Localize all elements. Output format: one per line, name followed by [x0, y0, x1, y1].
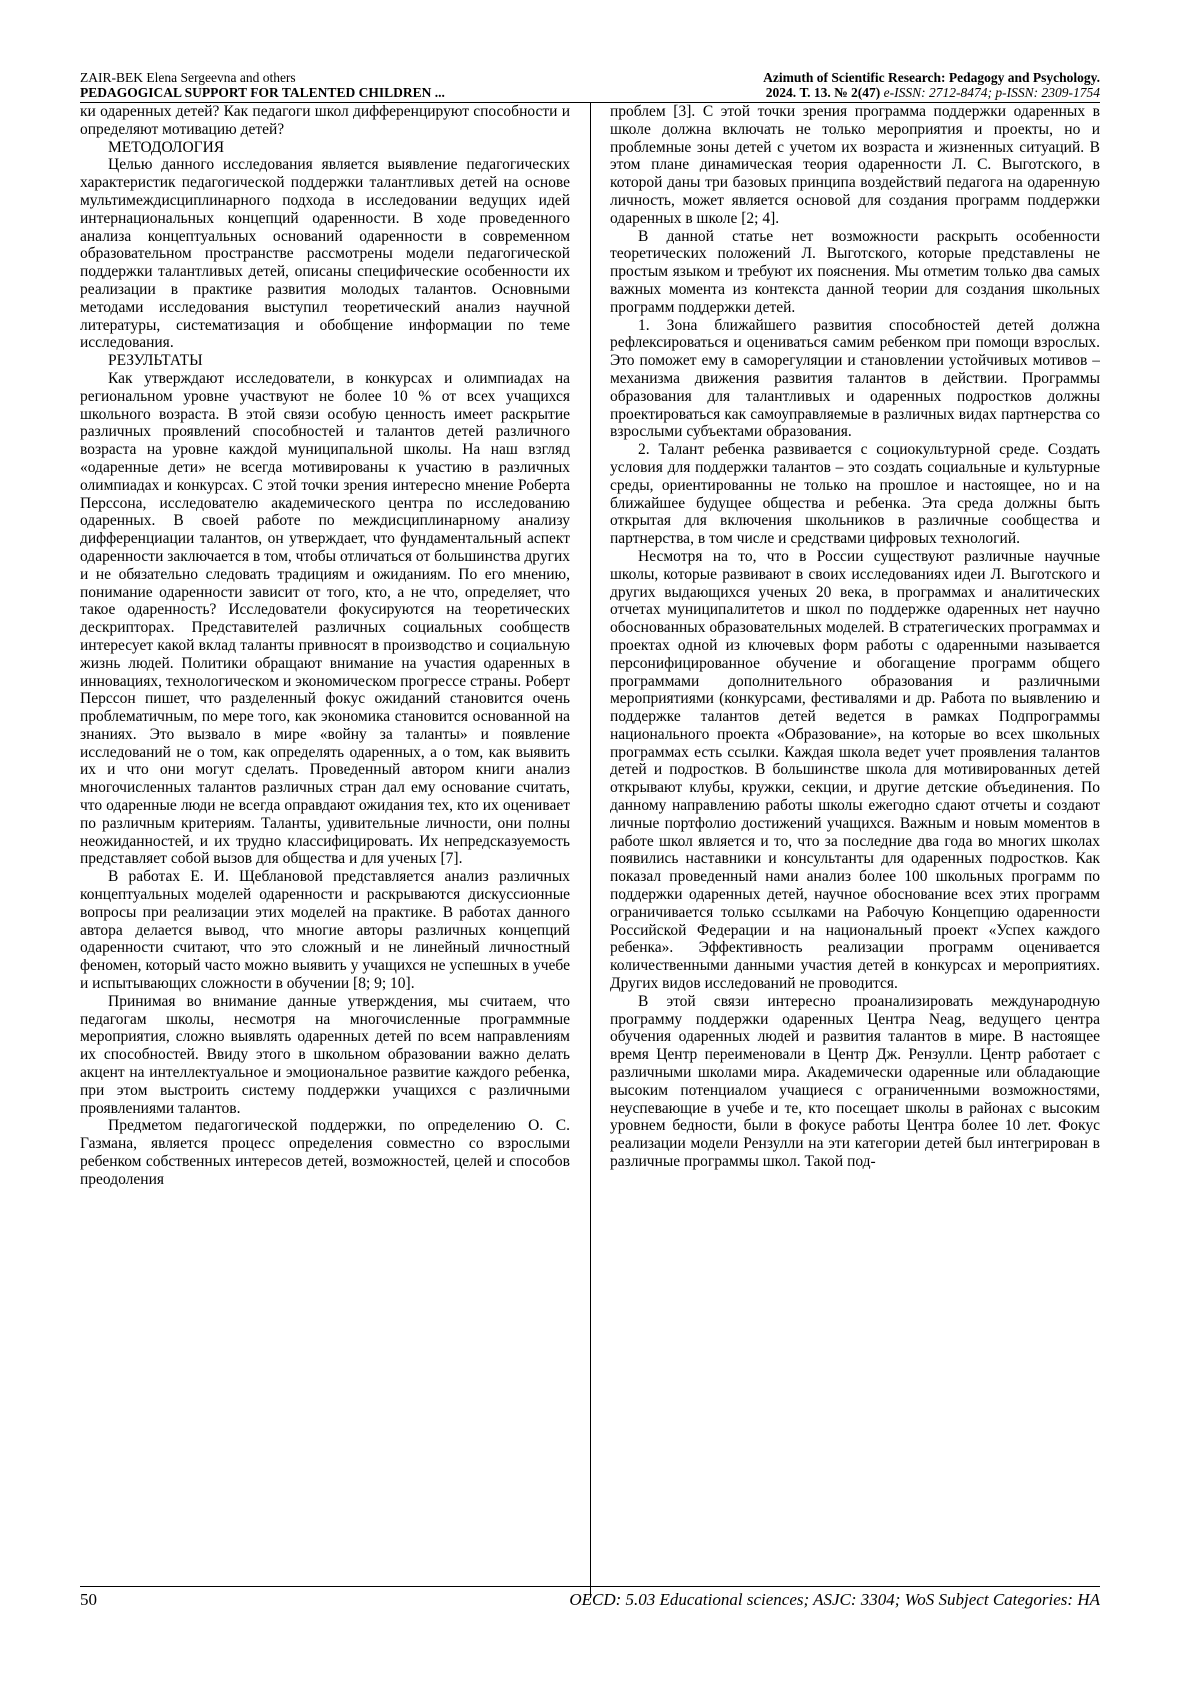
- header-right: [763, 70, 1100, 100]
- article-columns: [80, 103, 1100, 1598]
- left-column: [80, 103, 570, 1598]
- section-heading: МЕТОДОЛОГИЯ: [108, 138, 225, 156]
- header-left: [80, 70, 445, 100]
- continued-paragraph: ки одаренных детей? Как педагоги школ дифференцируют способности и определяют мотивацию детей?: [80, 103, 570, 138]
- body-paragraph: 2. Талант ребенка развивается с социокультурной среде. Создать условия для поддержки талантов – это создать социальные и культурные среды, ориентированны не только на прошлое и настоящее, но и на ближайшее будущее общества и ребенка. Эта среда должны быть открытая для включения школьников в различные сообщества и партнерства, в том числе и средствами цифровых технологий.: [610, 441, 1100, 548]
- body-paragraph: Как утверждают исследователи, в конкурсах и олимпиадах на региональном уровне участвуют не более 10 % от всех учащихся школьного возраста. В этой связи особую ценность имеет раскрытие различных проявлений способностей и талантов детей различного возраста на уровне каждой муниципальной школы. На наш взгляд «одаренные дети» не всегда мотивированы к участию в различных олимпиадах и конкурсах. С этой точки зрения интересно мнение Роберта Перссона, исследователю академического центра по исследованию одаренных. В своей работе по междисциплинарному анализу дифференциации талантов, он утверждает, что фундаментальный аспект одаренности заключается в том, чтобы отличаться от большинства других и не обязательно следовать традициям и ожиданиям. По его мнению, понимание одаренности зависит от того, кто, а не что, определяет, что такое одаренность? Исследователи фокусируются на теоретических дескрипторах. Представителей различных социальных сообществ интересует какой вклад таланты привносят в производство и социальную жизнь людей. Политики обращают внимание на участия одаренных в инновациях, технологическом и экономическом прогрессе страны. Роберт Перссон пишет, что разделенный фокус ожиданий становится очень проблематичным, по мере того, как экономика становится основанной на знаниях. Это вызвало в мире «войну за таланты» и появление исследований не о том, как определять одаренных, а о том, как выявить их и что они могут сделать. Проведенный автором книги анализ многочисленных талантов различных стран дал ему основание считать, что одаренные люди не всегда оправдают ожидания тех, кто их оценивает по различным критериям. Таланты, удивительные личности, они полны неожиданностей, и их трудно классифицировать. Их непредсказуемость представляет собой вызов для общества и для ученых [7].: [80, 369, 570, 868]
- page-footer: [80, 1586, 1100, 1610]
- subject-classification: OECD: 5.03 Educational sciences; ASJC: 3304; WoS Subject Categories: HA: [569, 1590, 1100, 1609]
- body-paragraph: Несмотря на то, что в России существуют различные научные школы, которые развивают в своих исследованиях идеи Л. Выготского и других выдающихся ученых 20 века, в программах и аналитических отчетах муниципалитетов и школ по поддержке одаренных нет научно обоснованных образовательных моделей. В стратегических программах и проектах одной из ключевых форм работы с одаренными называется персонифицированное обучение и обогащение программ общего программами дополнительного образования и различными мероприятиями (конкурсами, фестивалями и др. Работа по выявлению и поддержке талантов детей ведется в рамках Подпрограммы национального проекта «Образование», на которые во всех школьных программах есть ссылки. Каждая школа ведет учет проявления талантов детей и подростков. В большинстве школа для мотивированных детей открывают клубы, кружки, секции, и другие детские объединения. По данному направлению работы школы ежегодно сдают отчеты и создают личные портфолио достижений учащихся. Важным и новым моментов в работе школ является и то, что за последние два года во многих школах появились наставники и консультанты для одаренных подростков. Как показал проведенный нами анализ более 100 школьных программ по поддержки одаренных детей, научное обоснование всех этих программ ограничивается только ссылками на Рабочую Концепцию одаренности Российской Федерации и на национальный проект «Успех каждого ребенка». Эффективность реализации программ оценивается количественными данными участия детей в конкурсах и мероприятиях. Других видов исследований не проводится.: [610, 547, 1100, 993]
- body-paragraph: Целью данного исследования является выявление педагогических характеристик педагогической поддержки талантливых детей на основе мультимеждисциплинарного подхода в исследовании ведущих идей интернациональных концепций одаренности. В ходе проведенного анализа концептуальных оснований одаренности в современном образовательном пространстве рассмотрены модели педагогической поддержки талантливых детей, описаны специфические особенности их реализации в практике развития молодых талантов. Основными методами исследования выступил теоретический анализ научной литературы, систематизация и обобщение информации по теме исследования.: [80, 156, 570, 352]
- header-issue-line: [763, 85, 1100, 100]
- page-number: 50: [80, 1590, 97, 1609]
- header-authors: ZAIR-BEK Elena Sergeevna and others: [80, 70, 296, 85]
- header-journal-name: Azimuth of Scientific Research: Pedagogy and Psychology.: [763, 70, 1100, 85]
- running-header: [80, 70, 1100, 103]
- section-heading: РЕЗУЛЬТАТЫ: [108, 352, 203, 370]
- body-paragraph: Принимая во внимание данные утверждения, мы считаем, что педагогам школы, несмотря на многочисленные программные мероприятия, сложно выявлять одаренных детей по всем направлениям их способностей. Ввиду этого в школьном образовании важно делать акцент на интеллектуальное и эмоциональное развитие каждого ребенка, при этом выстроить систему поддержки учащихся с различными проявлениями талантов.: [80, 992, 570, 1117]
- continued-paragraph: проблем [3]. С этой точки зрения программа поддержки одаренных в школе должна включать не только мероприятия и проекты, но и проблемные зоны детей с учетом их возраста и жизненных ситуаций. В этом плане динамическая теория одаренности Л. С. Выготского, в которой даны три базовых принципа воздействий педагога на одаренную личность, может является основой для создания программ поддержки одаренных в школе [2; 4].: [610, 103, 1100, 227]
- body-paragraph: В данной статье нет возможности раскрыть особенности теоретических положений Л. Выготского, которые представлены не простым языком и требуют их пояснения. Мы отметим только два самых важных момента из контекста данной теории для создания школьных программ поддержки детей.: [610, 227, 1100, 316]
- body-paragraph: В работах Е. И. Щеблановой представляется анализ различных концептуальных моделей одаренности и раскрываются дискуссионные вопросы при реализации этих моделей на практике. В работах данного автора делается вывод, что многие авторы различных концепций одаренности считают, что это сложный и не линейный личностный феномен, который часто можно выявить у учащихся не успешных в учебе и испытывающих сложности в обучении [8; 9; 10].: [80, 868, 570, 993]
- right-column: [610, 103, 1100, 1598]
- body-paragraph: Предметом педагогической поддержки, по определению О. С. Газмана, является процесс определения совместно со взрослыми ребенком собственных интересов детей, возможностей, целей и способов преодоления: [80, 1117, 570, 1188]
- body-paragraph: 1. Зона ближайшего развития способностей детей должна рефлексироваться и оцениваться самим ребенком при помощи взрослых. Это поможет ему в саморегуляции и становлении устойчивых мотивов – механизма движения развития талантов в действии. Программы образования для талантливых и одаренных подростков должны проектироваться как самоуправляемые в различных видах партнерства со взрослыми субъектами образования.: [610, 316, 1100, 441]
- header-issn: e-ISSN: 2712-8474; p-ISSN: 2309-1754: [883, 85, 1100, 100]
- header-short-title: PEDAGOGICAL SUPPORT FOR TALENTED CHILDREN ...: [80, 85, 445, 100]
- header-issue: 2024. Т. 13. № 2(47): [765, 85, 881, 100]
- body-paragraph: В этой связи интересно проанализировать международную программу поддержки одаренных Центра Neag, ведущего центра обучения одаренных людей и развития талантов в мире. В настоящее время Центр переименовали в Центр Дж. Рензулли. Центр работает с различными школами мира. Академически одаренные или обладающие высоким потенциалом учащиеся с ограниченными возможностями, неуспевающие в учебе и те, кто посещает школы в районах с высоким уровнем бедности, были в фокусе работы Центра более 10 лет. Фокус реализации модели Рензулли на эти категории детей был интегрирован в различные программы школ. Такой под-: [610, 992, 1100, 1171]
- column-divider: [590, 103, 591, 1598]
